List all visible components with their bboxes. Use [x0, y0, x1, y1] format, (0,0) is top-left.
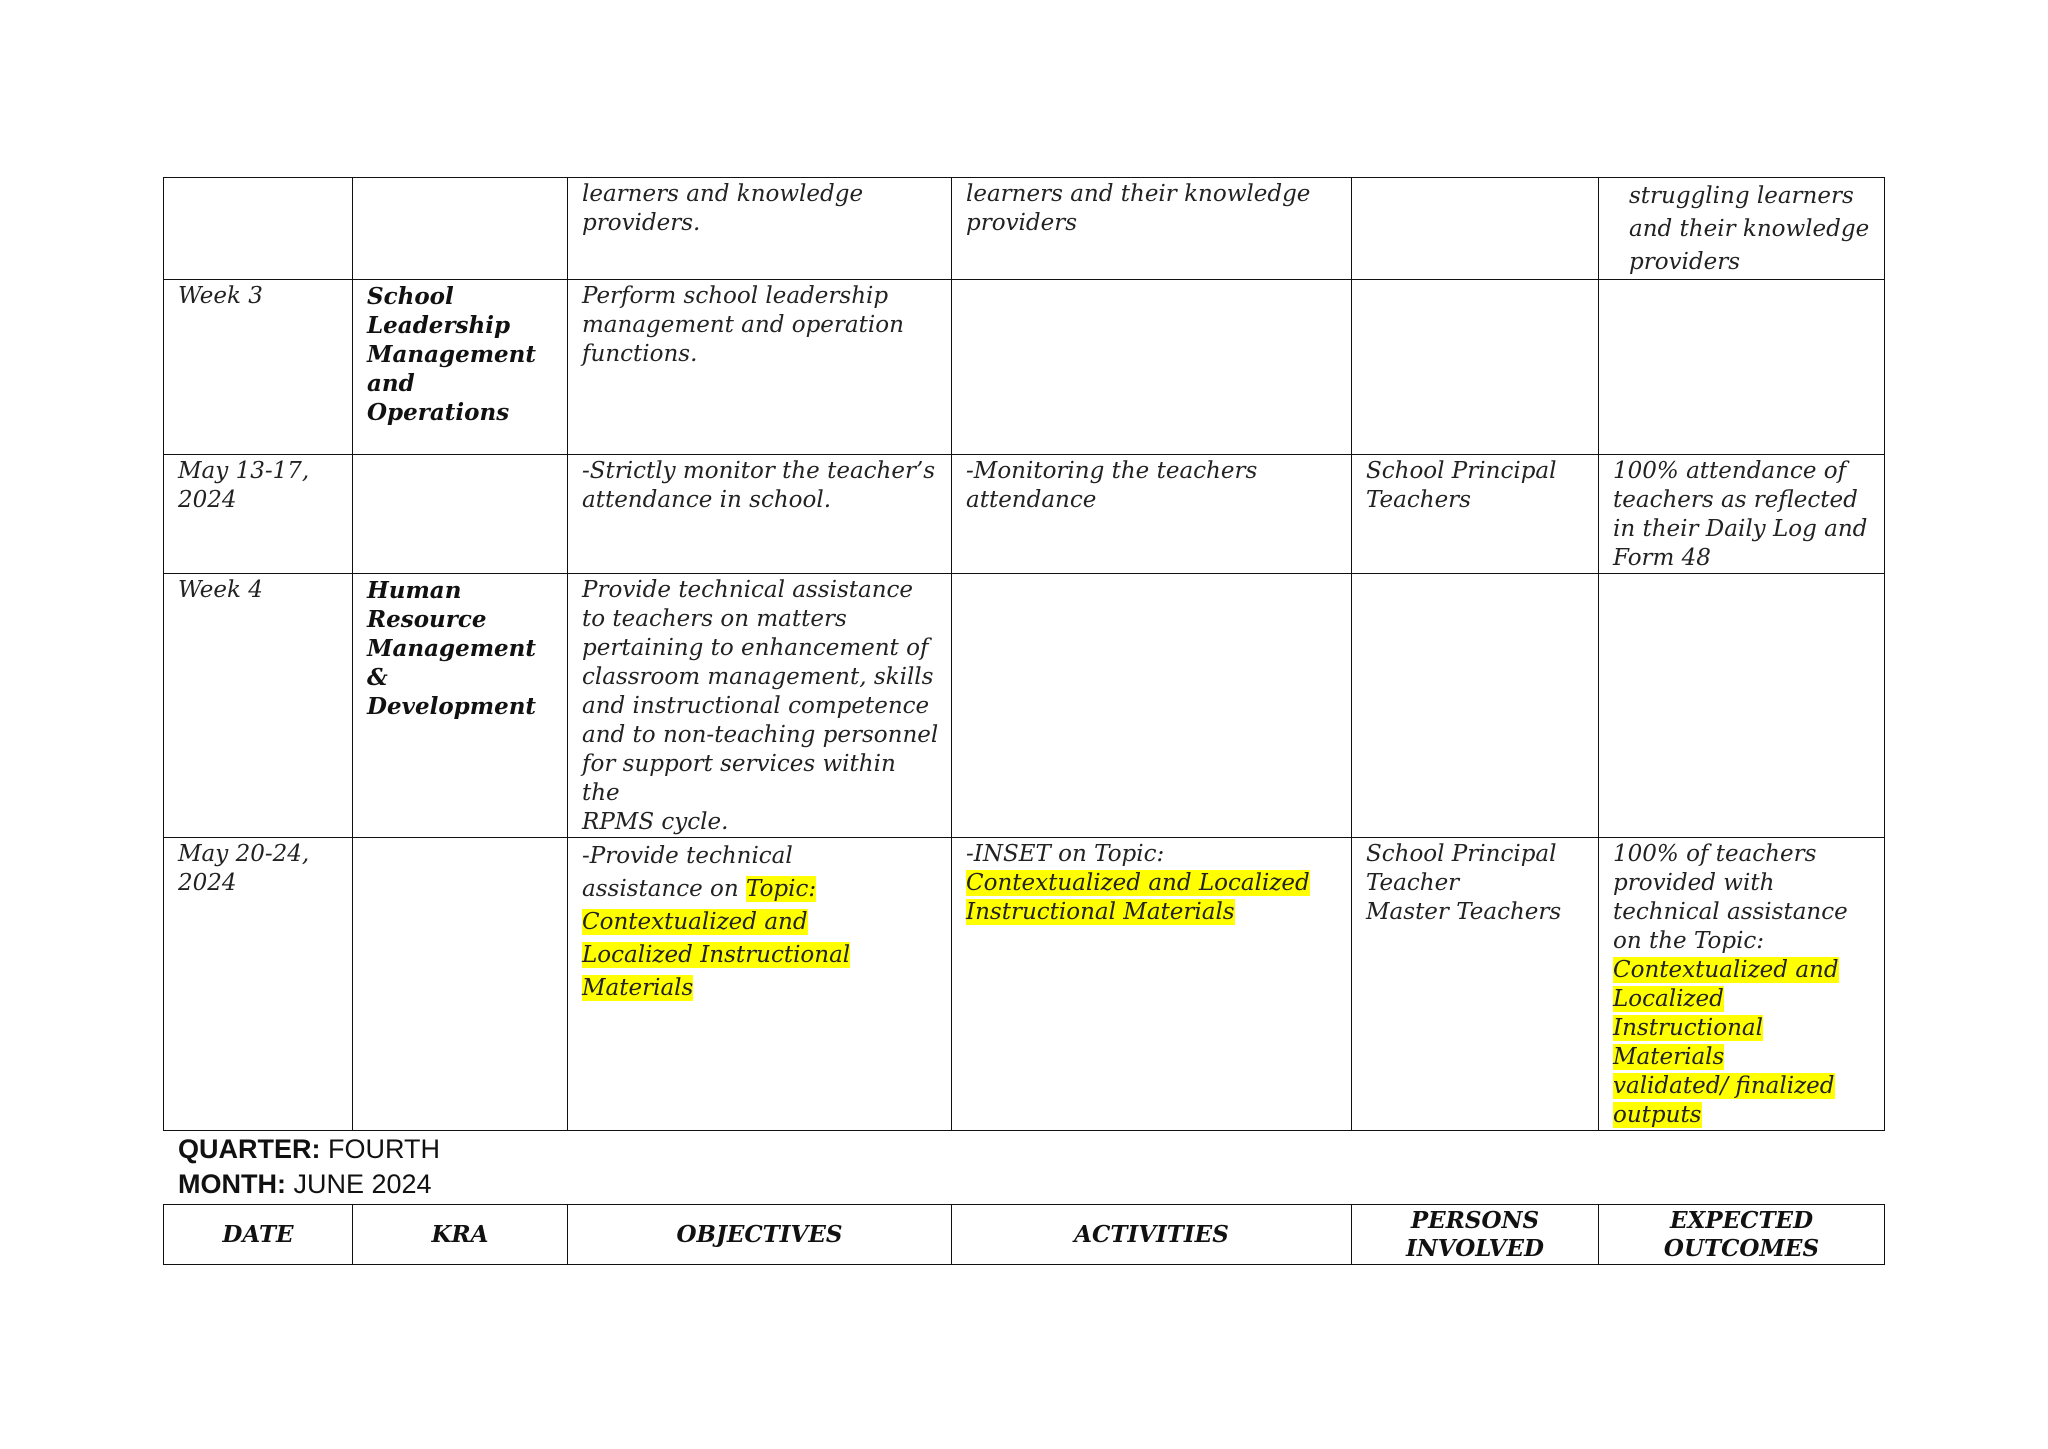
activities-cell [952, 838, 1352, 1131]
cell-text: functions. [582, 341, 698, 367]
cell-text: Teachers [1366, 487, 1471, 513]
outcomes-cell [1599, 838, 1885, 1131]
activities-cell [952, 280, 1352, 455]
persons-cell [1352, 574, 1599, 838]
persons-cell [1352, 178, 1599, 280]
kra-text: Human [367, 577, 462, 604]
quarter-label: QUARTER: [178, 1134, 321, 1164]
cell-text: teachers as reflected [1613, 487, 1858, 513]
kra-cell [353, 455, 568, 574]
cell-text: attendance [966, 487, 1097, 513]
header-text: PERSONS [1410, 1206, 1540, 1234]
activities-cell [952, 455, 1352, 574]
cell-text: Provide technical assistance [582, 577, 914, 603]
highlighted-text: Contextualized and [582, 909, 808, 935]
highlighted-text: validated/ finalized [1613, 1073, 1835, 1099]
header-date: DATE [164, 1205, 353, 1265]
kra-cell [353, 178, 568, 280]
table-row [164, 574, 1885, 838]
quarter-value: FOURTH [320, 1134, 440, 1164]
objectives-cell [568, 280, 952, 455]
highlighted-text: Contextualized and Localized [966, 870, 1310, 896]
cell-text: for support services within the [582, 751, 896, 806]
objectives-cell [568, 838, 952, 1131]
header-outcomes [1599, 1205, 1885, 1265]
highlighted-text: Instructional [1613, 1015, 1763, 1041]
cell-text: learners and knowledge [582, 181, 864, 207]
cell-text: providers. [582, 210, 701, 236]
outcomes-cell [1599, 455, 1885, 574]
cell-text: struggling learners [1629, 183, 1854, 209]
header-persons [1352, 1205, 1599, 1265]
kra-text: Management [367, 635, 537, 662]
cell-text: School Principal [1366, 841, 1557, 867]
cell-text: Form 48 [1613, 545, 1711, 571]
outcomes-cell [1599, 280, 1885, 455]
kra-text: Operations [367, 399, 510, 426]
header-activities: ACTIVITIES [952, 1205, 1352, 1265]
cell-text: pertaining to enhancement of [582, 635, 929, 661]
cell-text: Teacher [1366, 870, 1460, 896]
kra-text: Development [367, 693, 537, 720]
date-cell [164, 455, 353, 574]
outcomes-cell [1599, 178, 1885, 280]
month-line [178, 1167, 432, 1201]
cell-text: in their Daily Log and [1613, 516, 1868, 542]
kra-cell [353, 574, 568, 838]
header-text: OUTCOMES [1663, 1234, 1820, 1262]
month-value: JUNE 2024 [285, 1169, 432, 1199]
header-text: EXPECTED [1669, 1206, 1814, 1234]
month-label: MONTH: [178, 1169, 286, 1199]
kra-text: and [367, 370, 415, 397]
plan-table [163, 177, 1885, 1131]
quarter-line [178, 1132, 440, 1166]
cell-text: -Monitoring the teachers [966, 458, 1258, 484]
cell-text: assistance on [582, 876, 747, 902]
cell-text: provided with [1613, 870, 1775, 896]
cell-text: 2024 [178, 870, 237, 896]
cell-text: 100% attendance of [1613, 458, 1847, 484]
header-text: INVOLVED [1405, 1234, 1545, 1262]
cell-text: Week 3 [178, 283, 263, 309]
date-cell [164, 838, 353, 1131]
table-row [164, 838, 1885, 1131]
highlighted-text: Topic: [746, 876, 817, 902]
cell-text: learners and their knowledge [966, 181, 1311, 207]
objectives-cell [568, 455, 952, 574]
highlighted-text: Instructional Materials [966, 899, 1235, 925]
highlighted-text: Materials [1613, 1044, 1725, 1070]
header-row [164, 1205, 1885, 1265]
cell-text: on the Topic: [1613, 928, 1765, 954]
objectives-cell [568, 178, 952, 280]
table-row [164, 178, 1885, 280]
cell-text: providers [1629, 249, 1741, 275]
cell-text: and to non-teaching personnel [582, 722, 939, 748]
persons-cell [1352, 455, 1599, 574]
cell-text: attendance in school. [582, 487, 832, 513]
objectives-cell [568, 574, 952, 838]
date-cell [164, 280, 353, 455]
cell-text: -INSET on Topic: [966, 841, 1165, 867]
cell-text: Perform school leadership [582, 283, 889, 309]
kra-text: & [367, 664, 388, 691]
highlighted-text: Localized [1613, 986, 1724, 1012]
cell-text: May 20-24, [178, 841, 310, 867]
cell-text: -Provide technical [582, 843, 793, 869]
kra-cell [353, 838, 568, 1131]
kra-text: School [367, 283, 454, 310]
cell-text: management and operation [582, 312, 904, 338]
cell-text: May 13-17, [178, 458, 310, 484]
date-cell [164, 574, 353, 838]
activities-cell [952, 574, 1352, 838]
cell-text: to teachers on matters [582, 606, 847, 632]
cell-text: and their knowledge [1629, 216, 1870, 242]
cell-text: RPMS cycle. [582, 809, 729, 835]
cell-text: School Principal [1366, 458, 1557, 484]
header-objectives: OBJECTIVES [568, 1205, 952, 1265]
highlighted-text: outputs [1613, 1102, 1702, 1128]
highlighted-text: Localized Instructional [582, 942, 851, 968]
cell-text: Master Teachers [1366, 899, 1562, 925]
cell-text: 100% of teachers [1613, 841, 1817, 867]
persons-cell [1352, 838, 1599, 1131]
kra-cell [353, 280, 568, 455]
table-row [164, 455, 1885, 574]
persons-cell [1352, 280, 1599, 455]
highlighted-text: Contextualized and [1613, 957, 1839, 983]
cell-text: 2024 [178, 487, 237, 513]
cell-text: Week 4 [178, 577, 263, 603]
cell-text: technical assistance [1613, 899, 1848, 925]
date-cell [164, 178, 353, 280]
kra-text: Management [367, 341, 537, 368]
highlighted-text: Materials [582, 975, 694, 1001]
outcomes-cell [1599, 574, 1885, 838]
table-row [164, 280, 1885, 455]
cell-text: and instructional competence [582, 693, 930, 719]
kra-text: Resource [367, 606, 487, 633]
header-table [163, 1204, 1885, 1265]
cell-text: classroom management, skills [582, 664, 934, 690]
header-kra: KRA [353, 1205, 568, 1265]
cell-text: providers [966, 210, 1078, 236]
cell-text: -Strictly monitor the teacher’s [582, 458, 936, 484]
activities-cell [952, 178, 1352, 280]
kra-text: Leadership [367, 312, 511, 339]
